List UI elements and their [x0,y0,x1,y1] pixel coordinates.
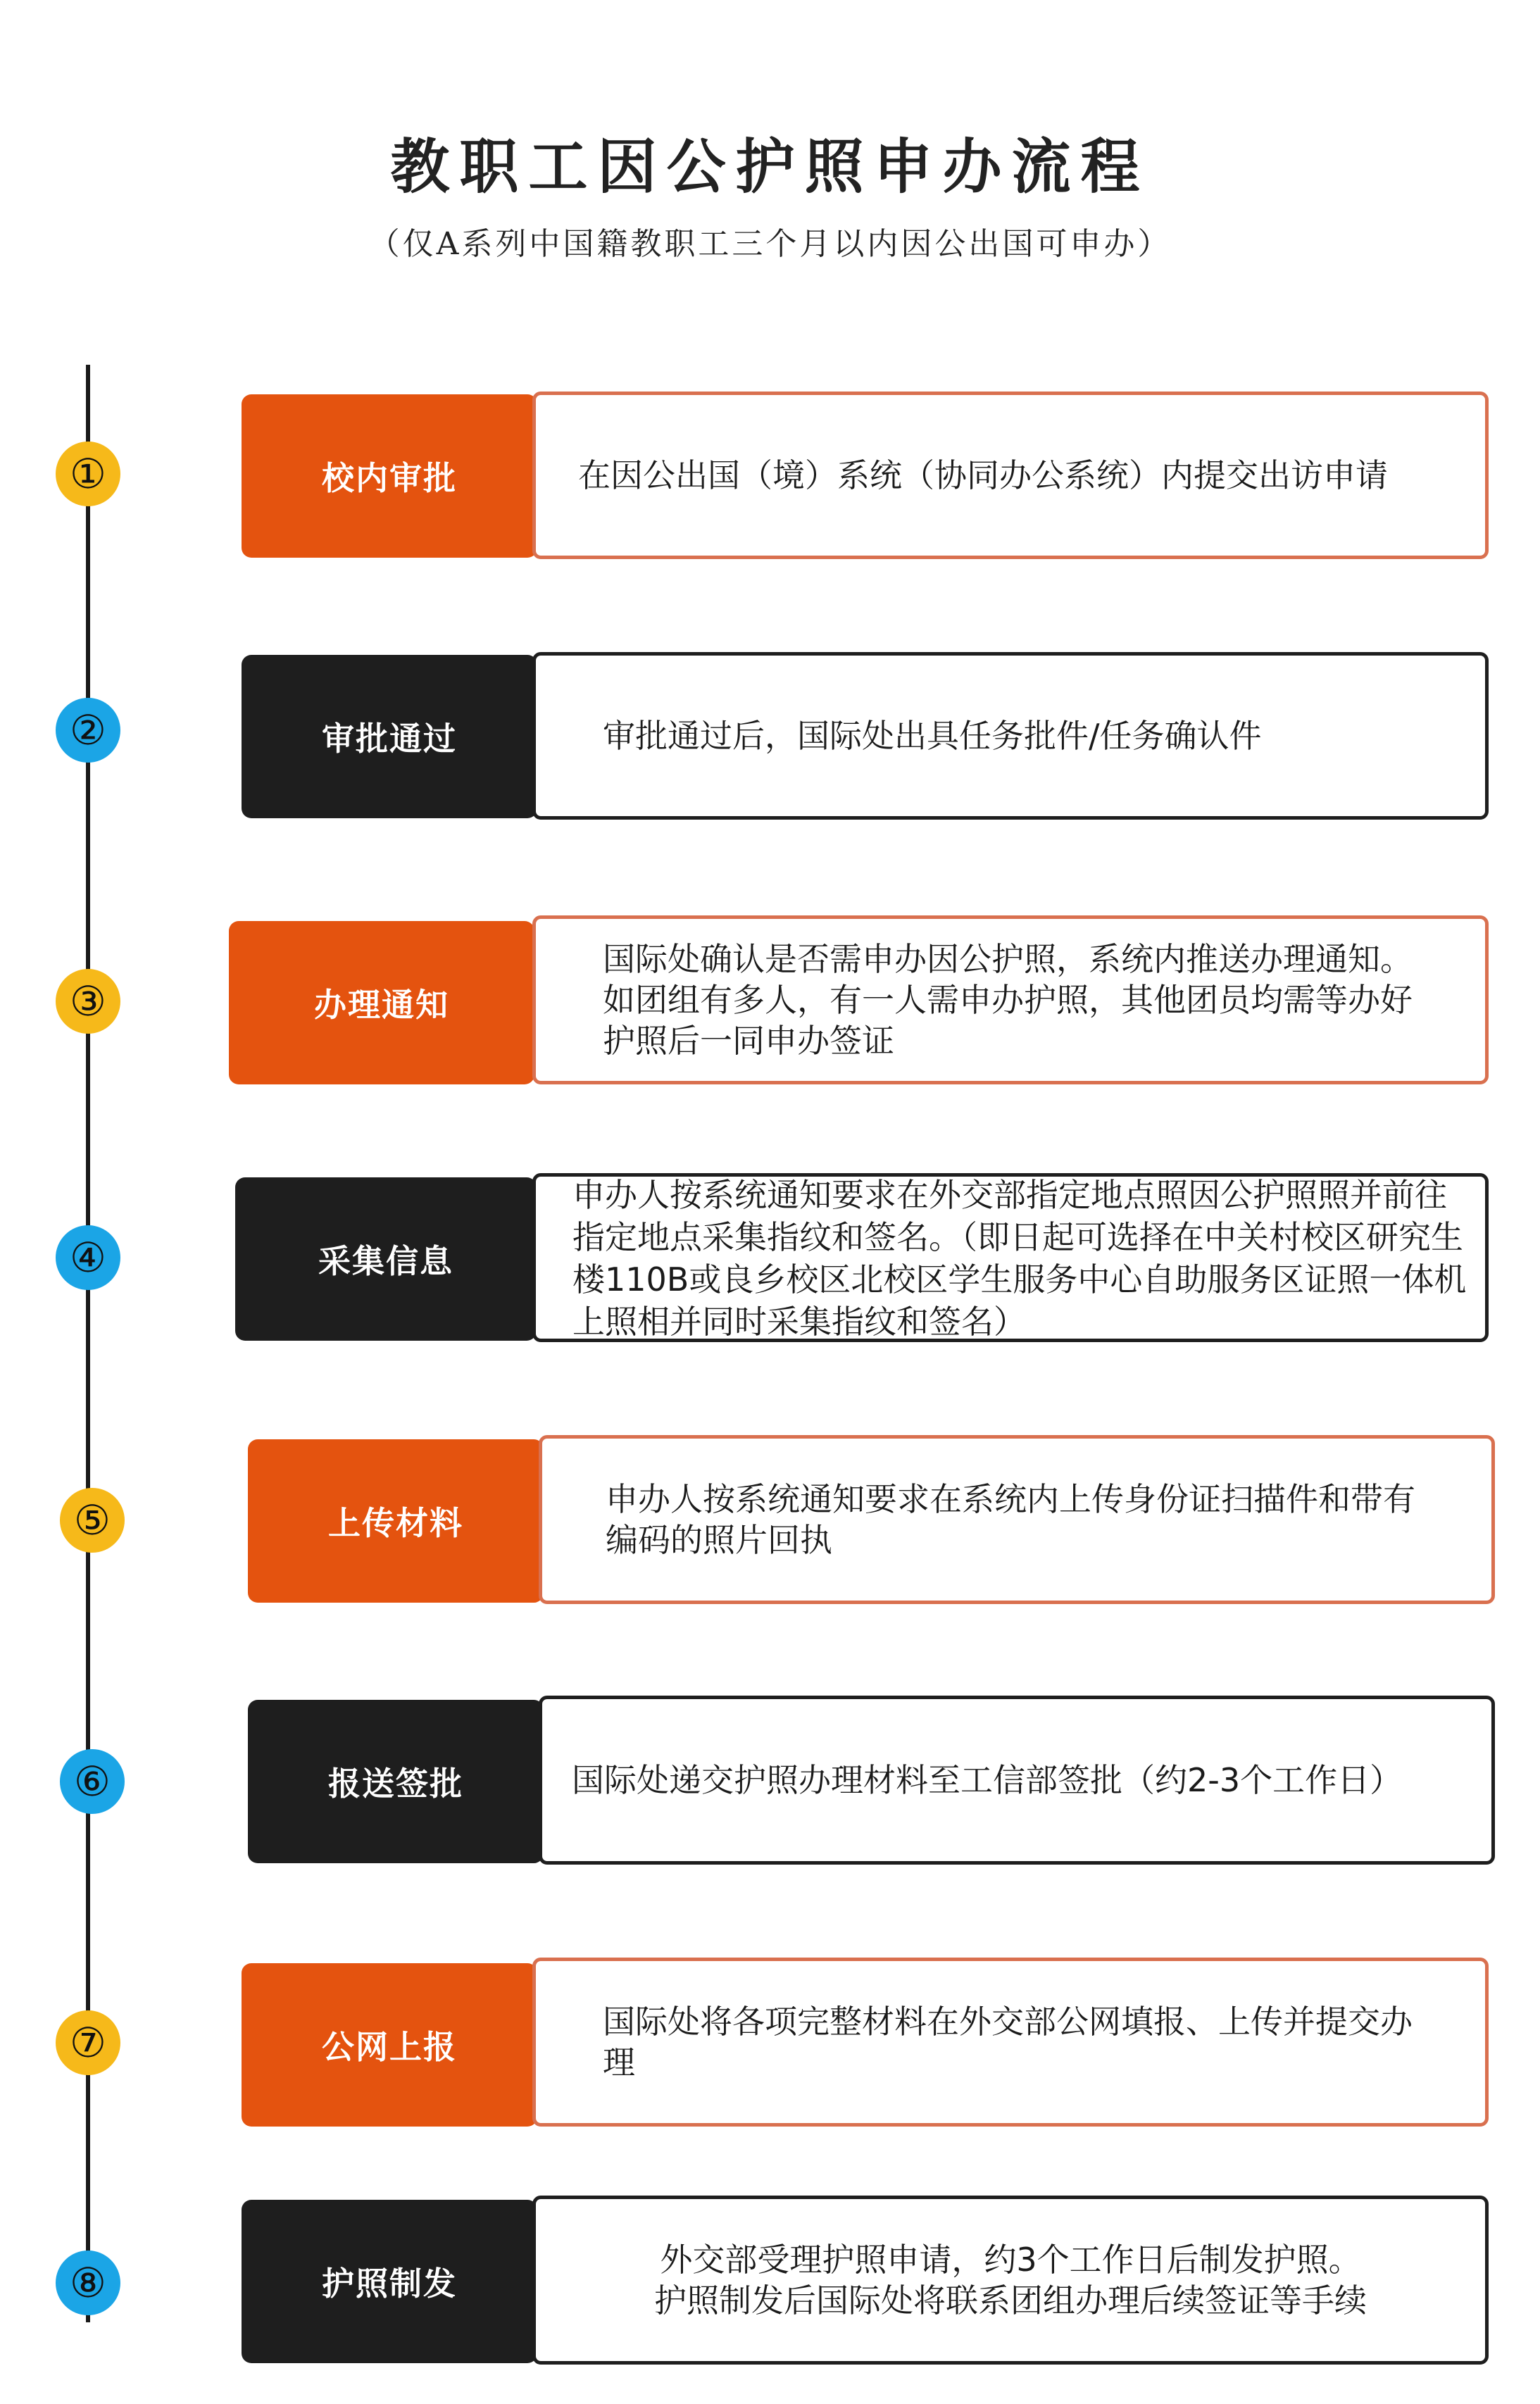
step-number-4: ④ [56,1225,120,1290]
step-desc-text-1: 在因公出国（境）系统（协同办公系统）内提交出访申请 [578,456,1388,494]
step-number-6: ⑥ [60,1749,125,1814]
step-label-7: 公网上报 [242,1963,537,2127]
step-desc-1 [532,392,1489,559]
step-number-8: ⑧ [56,2250,120,2315]
page-title: 教职工因公护照申办流程 [390,132,1150,201]
step-desc-text-6: 国际处递交护照办理材料至工信部签批（约2-3个工作日） [572,1761,1403,1799]
step-label-6: 报送签批 [248,1700,544,1863]
step-desc-7 [532,1958,1489,2127]
step-number-5: ⑤ [60,1488,125,1553]
step-desc-text-7: 国际处将各项完整材料在外交部公网填报、上传并提交办理 [603,2003,1413,2081]
step-desc-2 [532,652,1489,820]
step-number-3: ③ [56,969,120,1034]
step-desc-5 [539,1435,1495,1604]
page-subtitle: （仅A系列中国籍教职工三个月以内因公出国可申办） [368,226,1172,262]
step-number-1: ① [56,442,120,506]
step-desc-3 [532,915,1489,1084]
step-label-2: 审批通过 [242,655,537,818]
step-desc-text-8-line1: 外交部受理护照申请，约3个工作日后制发护照。 [660,2241,1361,2279]
step-desc-text-2: 审批通过后，国际处出具任务批件/任务确认件 [603,717,1262,755]
step-desc-4 [532,1173,1489,1342]
step-label-1: 校内审批 [242,394,537,558]
step-label-5: 上传材料 [248,1439,544,1603]
step-number-2: ② [56,698,120,763]
step-label-3: 办理通知 [229,921,534,1084]
step-label-8: 护照制发 [242,2200,537,2363]
step-desc-text-4: 申办人按系统通知要求在外交部指定地点照因公护照照并前往指定地点采集指纹和签名。（即日起可选择在中关村校区研究生楼110B或良乡校区北校区学生服务中心自助服务区证照一体机上照相并同时采集指纹和签名） [572,1176,1467,1341]
step-number-7: ⑦ [56,2010,120,2075]
step-label-4: 采集信息 [235,1177,537,1341]
step-desc-6 [539,1696,1495,1865]
step-desc-text-5: 申办人按系统通知要求在系统内上传身份证扫描件和带有编码的照片回执 [606,1480,1415,1559]
step-desc-text-8-line2: 护照制发后国际处将联系团组办理后续签证等手续 [654,2281,1367,2320]
step-desc-text-3: 国际处确认是否需申办因公护照，系统内推送办理通知。如团组有多人，有一人需申办护照，其他团员均需等办好护照后一同申办签证 [603,940,1413,1060]
step-desc-8 [532,2196,1489,2365]
